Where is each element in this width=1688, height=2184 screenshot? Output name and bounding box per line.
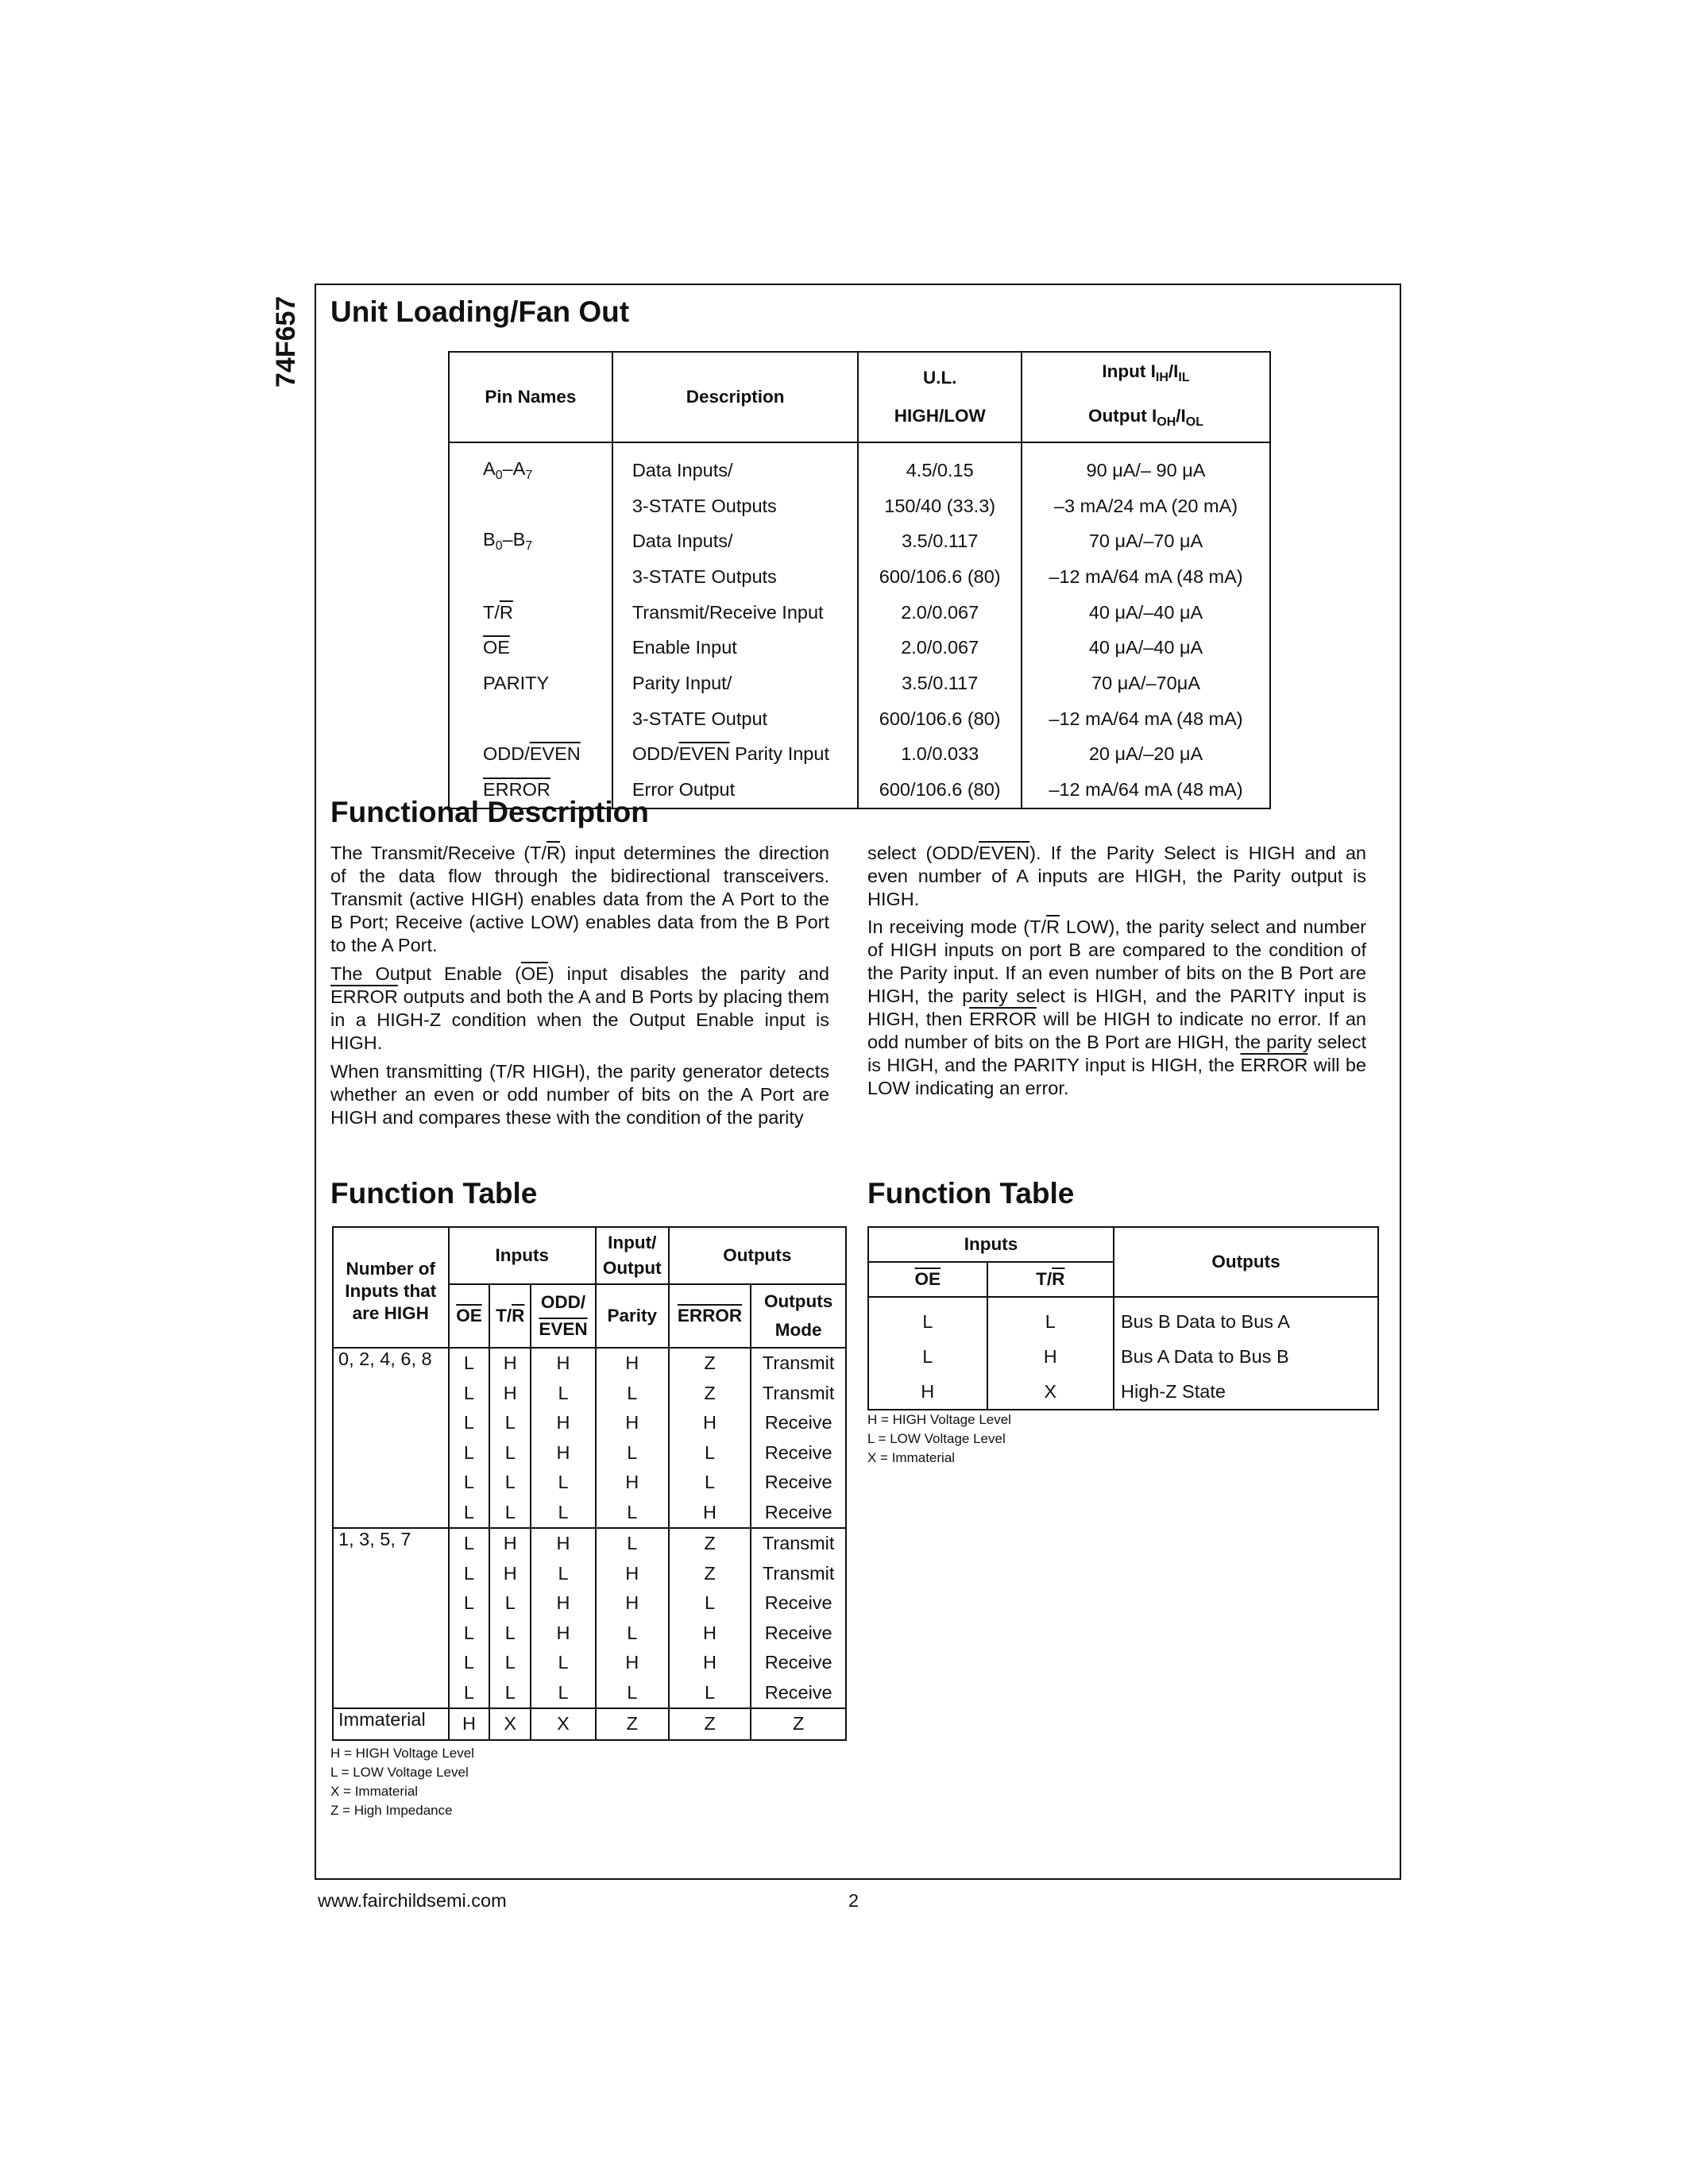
table-cell: Transmit [751,1348,846,1379]
table-cell: L [449,1559,490,1589]
table-cell: Receive [751,1468,846,1498]
cell-group-label: 1, 3, 5, 7 [333,1528,449,1708]
table-row [868,1374,1378,1410]
table-cell: H [596,1588,669,1619]
legend-note: Z = High Impedance [330,1803,453,1818]
legend-note: H = HIGH Voltage Level [867,1412,1011,1427]
cell-description: Data Inputs/ [612,442,859,488]
cell-description: 3-STATE Outputs [612,488,859,524]
table-cell: L [449,1528,490,1559]
header-odd-even: ODD/ EVEN [531,1284,596,1348]
cell-description: Enable Input [612,630,859,666]
cell-current: 40 μA/–40 μA [1022,630,1270,666]
table-cell: L [489,1678,531,1709]
table-cell: L [489,1468,531,1498]
table-row [449,442,1270,488]
cell-unit-load: 4.5/0.15 [858,442,1022,488]
cell-current: 70 μA/–70 μA [1022,523,1270,559]
cell-description: Error Output [612,772,859,808]
table-cell: L [449,1678,490,1709]
table-cell: H [531,1619,596,1649]
table-row [449,559,1270,595]
table-cell: Z [669,1348,751,1379]
cell-current: 20 μA/–20 μA [1022,737,1270,773]
header-inputs: Inputs [449,1227,596,1284]
table-cell: H [596,1468,669,1498]
header-input-output: Input/ Output [596,1227,669,1284]
header-pin-names: Pin Names [449,352,612,442]
cell-unit-load: 600/106.6 (80) [858,559,1022,595]
table-row [449,630,1270,666]
table-cell: Transmit [751,1559,846,1589]
header-parity: Parity [596,1284,669,1348]
table-cell: H [669,1648,751,1678]
table-row [449,488,1270,524]
table-cell: Bus A Data to Bus B [1114,1339,1378,1374]
table-cell: L [489,1498,531,1529]
function-table-2-title: Function Table [867,1177,1075,1210]
unit-loading-title: Unit Loading/Fan Out [330,295,630,328]
table-row [333,1528,846,1559]
table-cell: H [531,1588,596,1619]
cell-unit-load: 150/40 (33.3) [858,488,1022,524]
table-cell: H [987,1339,1114,1374]
page-number: 2 [848,1890,859,1911]
cell-current: 40 μA/–40 μA [1022,595,1270,631]
table-cell: Z [669,1379,751,1409]
cell-pin-name: $B_0-B_7$ [449,523,612,559]
header-outputs-mode: Outputs Mode [751,1284,846,1348]
table-cell: L [596,1528,669,1559]
cell-current: –12 mA/64 mA (48 mA) [1022,772,1270,808]
table-cell: L [669,1678,751,1709]
table-cell: Receive [751,1588,846,1619]
header-description: Description [612,352,859,442]
legend-note: H = HIGH Voltage Level [330,1746,474,1761]
table-cell: L [531,1559,596,1589]
table-cell: Z [669,1528,751,1559]
table-cell: H [489,1348,531,1379]
legend-note: L = LOW Voltage Level [330,1765,469,1780]
header-number-high: Number of Inputs that are HIGH [333,1227,449,1348]
functional-description-title: Functional Description [330,796,649,828]
table-cell: L [596,1678,669,1709]
legend-note: X = Immaterial [330,1784,419,1799]
cell-current: 90 μA/– 90 μA [1022,442,1270,488]
table-cell: H [669,1498,751,1529]
cell-description: 3-STATE Output [612,701,859,737]
cell-current: –12 mA/64 mA (48 mA) [1022,559,1270,595]
header-unit-load: U.L. HIGH/LOW [858,352,1022,442]
table-cell: Receive [751,1678,846,1709]
cell-pin-name: PARITY [449,666,612,701]
table-cell: L [596,1438,669,1468]
table-cell: H [596,1348,669,1379]
table-cell: Receive [751,1619,846,1649]
header-oe: $\overline{OE}$ [449,1284,490,1348]
table-cell: L [669,1468,751,1498]
cell-unit-load: 600/106.6 (80) [858,701,1022,737]
table-cell: L [449,1588,490,1619]
table-cell: L [489,1588,531,1619]
table-cell: X [987,1374,1114,1410]
table-cell: Z [669,1559,751,1589]
table-cell: H [596,1648,669,1678]
cell-description: Parity Input/ [612,666,859,701]
cell-unit-load: 2.0/0.067 [858,595,1022,631]
cell-pin-name [449,559,612,595]
table-cell: L [489,1648,531,1678]
table-cell: L [449,1498,490,1529]
table-cell: L [669,1438,751,1468]
header-tr: $T/\overline{R}$ [987,1262,1114,1297]
table-cell: H [531,1528,596,1559]
table-cell: L [449,1648,490,1678]
function-table-1 [332,1226,847,1741]
header-error: ERROR [669,1284,751,1348]
table-cell: H [669,1408,751,1438]
table-cell: High-Z State [1114,1374,1378,1410]
table-cell: L [531,1379,596,1409]
function-table-1-notes [330,1744,474,1820]
cell-pin-name: $A_0-A_7$ [449,442,612,488]
cell-unit-load: 600/106.6 (80) [858,772,1022,808]
cell-pin-name: ERROR [449,772,612,808]
table-cell: H [596,1408,669,1438]
table-cell: Receive [751,1648,846,1678]
table-row [449,595,1270,631]
table-cell: L [489,1408,531,1438]
func-para-1: The Transmit/Receive $(T/\overline{R})$ input determines the direction of the data flow through the bidirectional transceivers. Transmit (active HIGH) enables data from the A Port to the B Port; Receive (active LOW) enables data from the B Port to the A Port. [330,843,829,955]
table-cell: L [531,1468,596,1498]
cell-pin-name [449,701,612,737]
table-cell: H [531,1348,596,1379]
table-row [449,701,1270,737]
table-cell: L [868,1297,987,1339]
table-cell: L [449,1468,490,1498]
table-header-row [449,352,1270,442]
function-table-2-notes [867,1410,1011,1468]
header-oe: $\overline{OE}$ [868,1262,987,1297]
table-cell: X [531,1708,596,1740]
table-cell: Receive [751,1498,846,1529]
table-cell: H [531,1438,596,1468]
part-number-label: 74F657 [271,295,301,388]
table-cell: L [596,1619,669,1649]
cell-current: –3 mA/24 mA (20 mA) [1022,488,1270,524]
cell-pin-name: $T/\overline{R}$ [449,595,612,631]
table-cell: L [531,1498,596,1529]
table-row [449,737,1270,773]
table-cell: H [868,1374,987,1410]
table-row [449,523,1270,559]
table-cell: Z [669,1708,751,1740]
table-cell: L [669,1588,751,1619]
header-inputs: Inputs [868,1227,1114,1262]
header-current: Input $I_{IH}/I_{IL}$ Output $I_{OH}/I_{OL}$ [1022,352,1270,442]
table-cell: L [531,1678,596,1709]
table-cell: L [449,1438,490,1468]
cell-description: Transmit/Receive Input [612,595,859,631]
table-cell: Receive [751,1408,846,1438]
table-cell: L [596,1498,669,1529]
table-cell: H [449,1708,490,1740]
table-cell: X [489,1708,531,1740]
table-cell: H [489,1379,531,1409]
table-cell: Transmit [751,1528,846,1559]
cell-description: ODD/EVEN Parity Input [612,737,859,773]
table-cell: L [596,1379,669,1409]
cell-pin-name: $\overline{OE}$ [449,630,612,666]
table-cell: Z [751,1708,846,1740]
cell-unit-load: 2.0/0.067 [858,630,1022,666]
table-cell: L [531,1648,596,1678]
table-cell: Transmit [751,1379,846,1409]
function-table-2 [867,1226,1379,1410]
unit-loading-table [448,351,1271,809]
cell-pin-name: ODD/EVEN [449,737,612,773]
table-cell: L [868,1339,987,1374]
cell-description: 3-STATE Outputs [612,559,859,595]
table-cell: L [489,1438,531,1468]
func-para-4: select (ODD/EVEN). If the Parity Select is HIGH and an even number of A inputs are HIGH, the Parity output is HIGH. [867,843,1367,909]
cell-description: Data Inputs/ [612,523,859,559]
table-cell: L [449,1348,490,1379]
table-cell: H [489,1559,531,1589]
header-tr: $T/\overline{R}$ [489,1284,531,1348]
table-cell: H [489,1528,531,1559]
cell-group-label: 0, 2, 4, 6, 8 [333,1348,449,1528]
table-row [333,1348,846,1379]
func-para-3: When transmitting (T/R HIGH), the parity generator detects whether an even or odd number of bits on the A Port are HIGH and compares these with the condition of the parity [330,1061,829,1128]
table-cell: Z [596,1708,669,1740]
cell-unit-load: 3.5/0.117 [858,666,1022,701]
table-cell: H [596,1559,669,1589]
footer-url[interactable]: www.fairchildsemi.com [318,1890,507,1911]
table-cell: L [449,1619,490,1649]
func-para-2: The Output Enable $(\overline{OE})$ input disables the parity and ERROR outputs and both the A and B Ports by placing them in a HIGH-Z condition when the Output Enable input is HIGH. [330,963,829,1053]
legend-note: L = LOW Voltage Level [867,1431,1006,1446]
header-outputs: Outputs [669,1227,846,1284]
cell-current: –12 mA/64 mA (48 mA) [1022,701,1270,737]
legend-note: X = Immaterial [867,1450,956,1465]
header-outputs: Outputs [1114,1227,1378,1297]
table-row [449,666,1270,701]
table-cell: L [449,1408,490,1438]
function-table-1-title: Function Table [330,1177,538,1210]
table-cell: Receive [751,1438,846,1468]
table-cell: H [531,1408,596,1438]
table-row [868,1297,1378,1339]
table-row [333,1708,846,1740]
table-cell: Bus B Data to Bus A [1114,1297,1378,1339]
cell-unit-load: 1.0/0.033 [858,737,1022,773]
table-cell: L [489,1619,531,1649]
cell-group-label: Immaterial [333,1708,449,1740]
cell-unit-load: 3.5/0.117 [858,523,1022,559]
cell-current: 70 μA/–70μA [1022,666,1270,701]
table-cell: H [669,1619,751,1649]
table-cell: L [449,1379,490,1409]
table-cell: L [987,1297,1114,1339]
func-para-5: In receiving mode ($T/\overline{R}$ LOW), the parity select and number of HIGH inputs on port B are compared to the condition of the Parity input. If an even number of bits on the B Port are HIGH, the parity select is HIGH, and the PARITY input is HIGH, then ERROR will be HIGH to indicate no error. If an odd number of bits on the B Port are HIGH, the parity select is HIGH, and the PARITY input is HIGH, the ERROR will be LOW indicating an error. [867,916,1366,1098]
cell-pin-name [449,488,612,524]
table-row [868,1339,1378,1374]
